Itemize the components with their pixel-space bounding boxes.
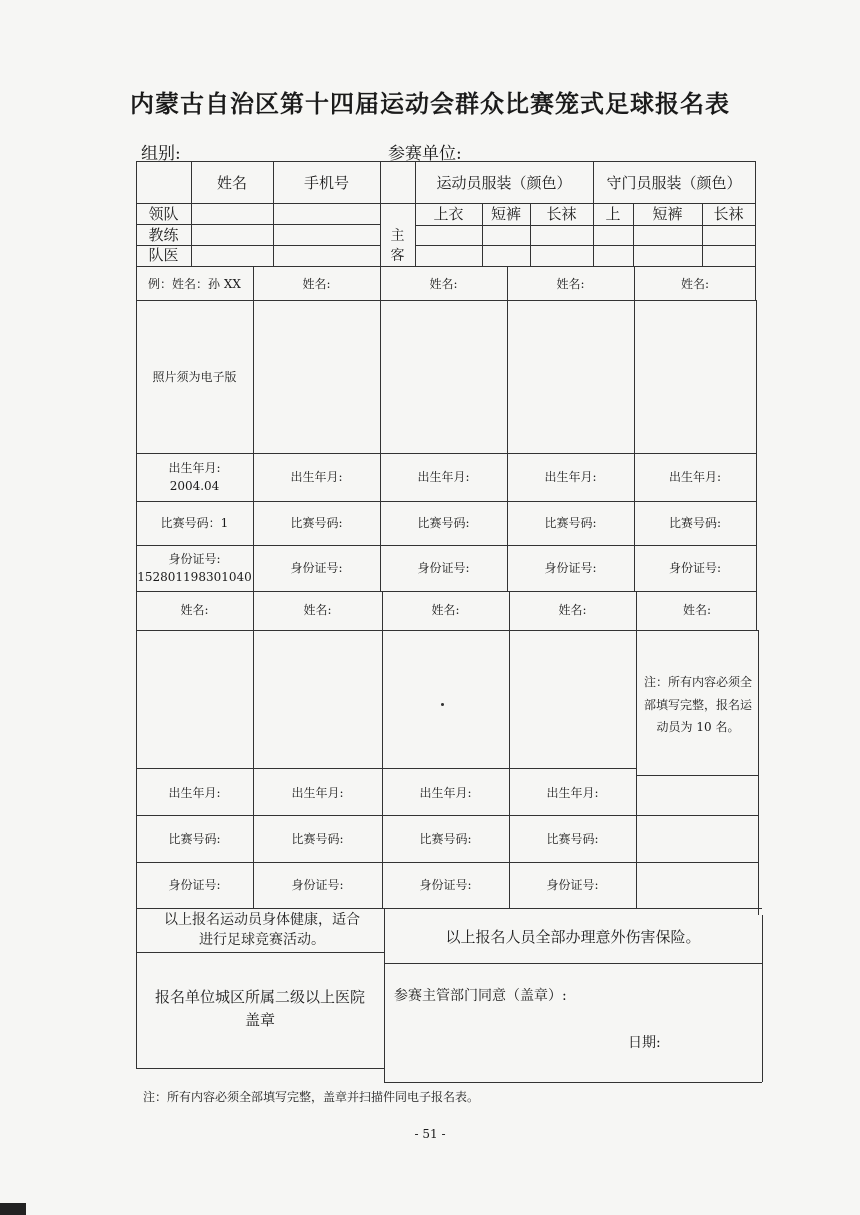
keeper-socks-label: 长袜 <box>713 205 744 224</box>
date-label: 日期: <box>628 1035 661 1051</box>
birth-example-value: 2004.04 <box>169 479 220 493</box>
birth-example-cell <box>136 453 253 501</box>
grid-line <box>637 775 758 776</box>
id-label: 身份证号: <box>168 552 221 566</box>
birth-label: 出生年月: <box>668 470 722 484</box>
approval-stamp-label: 参赛主管部门同意（盖章）: <box>394 988 567 1004</box>
id-label: 身份证号: <box>419 878 472 892</box>
keeper-shirt-label: 上 <box>605 205 621 224</box>
grid-line <box>136 630 758 631</box>
grid-line <box>384 963 762 964</box>
grid-line <box>384 1082 762 1083</box>
id-label: 身份证号: <box>417 561 470 575</box>
number-label: 比赛号码: <box>291 832 344 846</box>
id-label: 身份证号: <box>544 561 597 575</box>
id-label: 身份证号: <box>291 878 344 892</box>
away-label: 客 <box>390 247 405 264</box>
footnote: 注：所有内容必须全部填写完整，盖章并扫描件同电子报名表。 <box>143 1090 480 1104</box>
player-name-label: 姓名: <box>680 276 710 291</box>
staff-phone-header: 手机号 <box>303 173 349 192</box>
birth-label: 出生年月: <box>546 786 599 800</box>
staff-name-header: 姓名 <box>216 173 247 192</box>
grid-line <box>136 952 384 953</box>
player-kit-header: 运动员服装（颜色） <box>436 173 572 192</box>
number-label: 比赛号码: <box>546 832 599 846</box>
insurance-statement: 以上报名人员全部办理意外伤害保险。 <box>445 927 701 946</box>
health-statement: 以上报名运动员身体健康，适合进行足球竞赛活动。 <box>164 911 360 948</box>
number-label: 比赛号码: <box>168 832 221 846</box>
player-name-label: 姓名: <box>429 276 458 291</box>
id-label: 身份证号: <box>290 561 343 575</box>
player-socks-label: 长袜 <box>546 205 577 224</box>
grid-line <box>415 225 755 226</box>
birth-label: 出生年月: <box>291 786 344 800</box>
page-number: - 51 - <box>414 1127 446 1141</box>
role-coach: 教练 <box>148 225 179 244</box>
group-label: 组别: <box>141 144 181 164</box>
player-shirt-label: 上衣 <box>433 205 464 224</box>
id-label: 身份证号: <box>168 878 221 892</box>
number-label: 比赛号码: <box>668 516 722 530</box>
stray-dot <box>441 703 444 706</box>
birth-label: 出生年月: <box>419 786 472 800</box>
birth-label: 出生年月: <box>417 470 470 484</box>
number-example-cell: 比赛号码：1 <box>160 516 229 530</box>
birth-label: 出生年月: <box>168 786 221 800</box>
id-label: 身份证号: <box>668 561 722 575</box>
block2-note: 注：所有内容必须全部填写完整，报名运动员为 10 名。 <box>643 674 752 735</box>
number-label: 比赛号码: <box>417 516 470 530</box>
keeper-kit-header: 守门员服装（颜色） <box>606 173 742 192</box>
form-title: 内蒙古自治区第十四届运动会群众比赛笼式足球报名表 <box>130 89 730 118</box>
role-doctor: 队医 <box>148 245 179 264</box>
home-label: 主 <box>390 227 405 244</box>
unit-label: 参赛单位: <box>388 144 462 164</box>
birth-label: 出生年月: <box>290 470 343 484</box>
birth-label: 出生年月: <box>544 470 597 484</box>
number-label: 比赛号码: <box>419 832 472 846</box>
role-leader: 领队 <box>148 205 179 224</box>
birth-label: 出生年月: <box>168 461 221 475</box>
player-name-label: 姓名: <box>431 603 460 617</box>
grid-line <box>136 1068 384 1069</box>
player-name-label: 姓名: <box>302 276 331 291</box>
grid-line <box>762 915 763 1082</box>
player-name-label: 姓名: <box>180 603 209 617</box>
player-name-label: 姓名: <box>558 603 587 617</box>
id-label: 身份证号: <box>546 878 599 892</box>
id-example-cell <box>136 545 253 591</box>
player-name-label: 姓名: <box>303 603 332 617</box>
hospital-stamp-label: 报名单位城区所属二级以上医院盖章 <box>154 987 365 1029</box>
grid-line <box>758 630 759 915</box>
id-example-value: 152801198301040 <box>137 570 252 584</box>
player-shorts-label: 短裤 <box>490 205 521 224</box>
scan-edge-mark <box>0 1203 26 1215</box>
grid-line <box>136 768 637 769</box>
photo-note: 照片须为电子版 <box>152 369 237 384</box>
grid-line <box>636 591 637 908</box>
example-name-cell: 例：姓名：孙 XX <box>148 276 241 291</box>
number-label: 比赛号码: <box>290 516 343 530</box>
grid-line <box>756 300 757 630</box>
grid-line <box>415 245 755 246</box>
player-name-label: 姓名: <box>556 276 585 291</box>
keeper-shorts-label: 短裤 <box>652 205 683 224</box>
number-label: 比赛号码: <box>544 516 597 530</box>
player-name-label: 姓名: <box>682 603 712 617</box>
